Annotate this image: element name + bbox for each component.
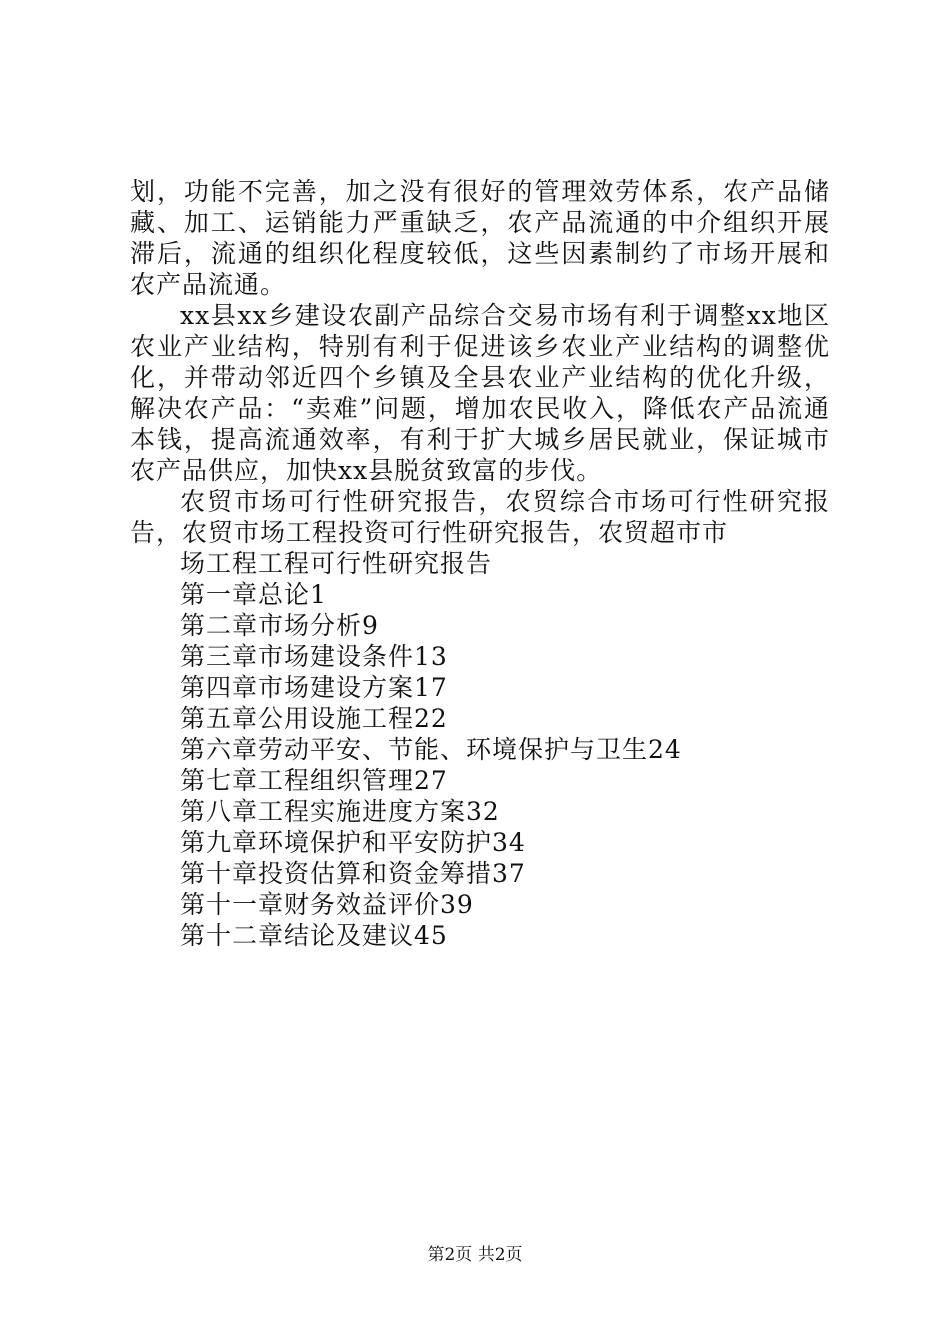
toc-item: 第二章市场分析9 [180,611,379,640]
table-of-contents [130,548,830,951]
paragraph-continuation: 划，功能不完善，加之没有很好的管理效劳体系，农产品储藏、加工、运销能力严重缺乏，农产品流通的中介组织开展滞后，流通的组织化程度较低，这些因素制约了市场开展和农产品流通。 [130,177,830,299]
toc-item: 第三章市场建设条件13 [180,642,448,671]
document-body [130,176,830,951]
toc-item: 第一章总论1 [180,580,327,609]
paragraph-report-titles: 农贸市场可行性研究报告，农贸综合市场可行性研究报告，农贸市场工程投资可行性研究报告，农贸超市市 [130,487,830,547]
toc-item: 第十章投资估算和资金筹措37 [180,859,526,888]
toc-item: 第十二章结论及建议45 [180,921,448,950]
paragraph-market-benefits: xx县xx乡建设农副产品综合交易市场有利于调整xx地区农业产业结构，特别有利于促进该乡农业产业结构的调整优化，并带动邻近四个乡镇及全县农业产业结构的优化升级，解决农产品：“卖难”问题，增加农民收入，降低农产品流通本钱，提高流通效率，有利于扩大城乡居民就业，保证城市农产品供应，加快xx县脱贫致富的步伐。 [130,301,830,485]
page-footer [0,1244,950,1266]
toc-item: 场工程工程可行性研究报告 [180,549,493,578]
toc-item: 第五章公用设施工程22 [180,704,448,733]
toc-item: 第四章市场建设方案17 [180,673,448,702]
toc-item: 第九章环境保护和平安防护34 [180,828,526,857]
toc-item: 第十一章财务效益评价39 [180,890,474,919]
toc-item: 第六章劳动平安、节能、环境保护与卫生24 [180,735,682,764]
toc-item: 第八章工程实施进度方案32 [180,797,500,826]
toc-item: 第七章工程组织管理27 [180,766,448,795]
page-number-label: 第2页 共2页 [427,1245,523,1265]
